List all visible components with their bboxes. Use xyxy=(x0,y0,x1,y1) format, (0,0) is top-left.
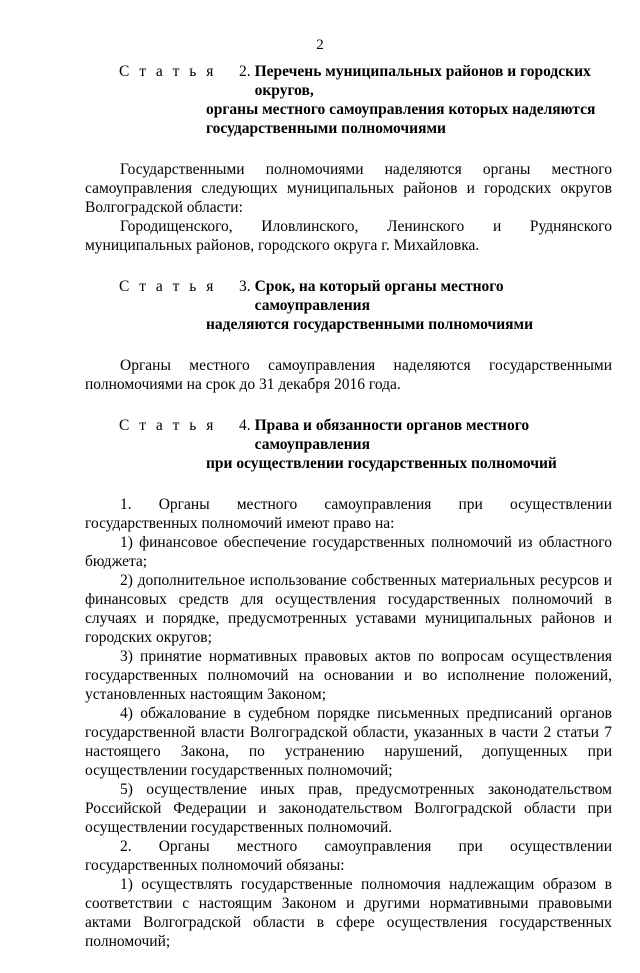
paragraph: 2. Органы местного самоуправления при осуществлении государственных полномочий обязаны: xyxy=(85,838,612,874)
article-2 xyxy=(85,62,612,255)
paragraph: 2) дополнительное использование собственных материальных ресурсов и финансовых средств для осуществления государственных полномочий в случаях и порядке, предусмотренных уставами муниципальных районов и городских округов; xyxy=(85,572,612,646)
article-title-line-3: государственными полномочиями xyxy=(206,120,446,137)
article-number: 2. xyxy=(239,63,251,80)
article-label: С т а т ь я xyxy=(119,417,217,434)
article-number: 3. xyxy=(239,278,251,295)
article-title-line-2: органы местного самоуправления которых наделяются xyxy=(206,101,596,118)
article-title: Перечень муниципальных районов и городских округов, xyxy=(254,63,591,99)
paragraph: 3) принятие нормативных правовых актов по вопросам осуществления государственных полномочий на основании и во исполнение положений, установленных настоящим Законом; xyxy=(85,648,612,703)
article-label: С т а т ь я xyxy=(119,278,217,295)
article-4 xyxy=(85,416,612,951)
article-heading xyxy=(85,277,612,315)
article-title-line-2: наделяются государственными полномочиями xyxy=(206,316,534,333)
paragraph: 5) осуществление иных прав, предусмотренных законодательством Российской Федерации и законодательством Волгоградской области при осуществлении государственных полномочий. xyxy=(85,781,612,836)
article-3 xyxy=(85,277,612,394)
page-number: 2 xyxy=(316,37,324,53)
article-title-line-2: при осуществлении государственных полномочий xyxy=(206,455,557,472)
paragraph: Органы местного самоуправления наделяются государственными полномочиями на срок до 31 декабря 2016 года. xyxy=(85,357,612,393)
article-heading xyxy=(85,62,612,100)
article-number: 4. xyxy=(239,417,251,434)
article-heading xyxy=(85,416,612,454)
paragraph: Государственными полномочиями наделяются органы местного самоуправления следующих муниципальных районов и городских округов Волгоградской области: xyxy=(85,161,612,216)
paragraph: 1) финансовое обеспечение государственных полномочий из областного бюджета; xyxy=(85,534,612,570)
paragraph: 1. Органы местного самоуправления при осуществлении государственных полномочий имеют право на: xyxy=(85,496,612,532)
paragraph: Городищенского, Иловлинского, Ленинского и Руднянского муниципальных районов, городского округа г. Михайловка. xyxy=(85,218,612,254)
article-title: Срок, на который органы местного самоуправления xyxy=(254,278,504,314)
paragraph: 1) осуществлять государственные полномочия надлежащим образом в соответствии с настоящим Законом и другими нормативными правовыми актами Волгоградской области в сфере осуществления государственных полномочий; xyxy=(85,876,612,950)
paragraph: 4) обжалование в судебном порядке письменных предписаний органов государственной власти Волгоградской области, указанных в части 2 статьи 7 настоящего Закона, по устранению нарушений, допущенных при осуществлении государственных полномочий; xyxy=(85,705,612,779)
document-body xyxy=(85,62,612,973)
article-title: Права и обязанности органов местного самоуправления xyxy=(254,417,530,453)
article-label: С т а т ь я xyxy=(119,63,217,80)
